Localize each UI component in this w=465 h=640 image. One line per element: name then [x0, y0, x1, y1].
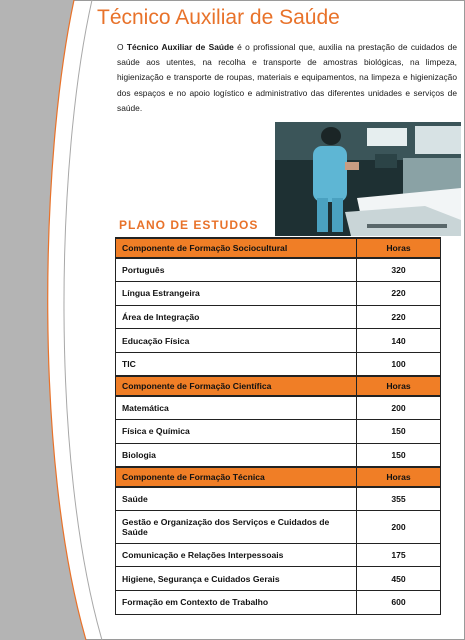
subject-hours: 140: [357, 329, 441, 353]
intro-bold-term: Técnico Auxiliar de Saúde: [126, 42, 234, 52]
section-header: [116, 467, 441, 487]
subject-name: Formação em Contexto de Trabalho: [116, 591, 357, 615]
decorative-swoosh: [0, 0, 120, 640]
table-row: [116, 510, 441, 543]
table-row: [116, 305, 441, 329]
subject-hours: 220: [357, 282, 441, 306]
subject-hours: 600: [357, 591, 441, 615]
subject-name: Saúde: [116, 487, 357, 511]
subject-name: Matemática: [116, 396, 357, 420]
table-row: [116, 396, 441, 420]
subject-name: Português: [116, 258, 357, 282]
subject-hours: 320: [357, 258, 441, 282]
subject-name: Área de Integração: [116, 305, 357, 329]
subject-hours: 450: [357, 567, 441, 591]
subject-name: Biologia: [116, 443, 357, 467]
subject-name: Educação Física: [116, 329, 357, 353]
subject-hours: 175: [357, 543, 441, 567]
table-row: [116, 329, 441, 353]
section-title: Componente de Formação Sociocultural: [116, 238, 357, 258]
table-row: [116, 352, 441, 376]
subject-hours: 150: [357, 443, 441, 467]
subject-hours: 100: [357, 352, 441, 376]
subject-hours: 200: [357, 510, 441, 543]
subject-hours: 200: [357, 396, 441, 420]
subject-hours: 355: [357, 487, 441, 511]
table-row: [116, 282, 441, 306]
page-title: Técnico Auxiliar de Saúde: [97, 6, 340, 29]
subject-name: Comunicação e Relações Interpessoais: [116, 543, 357, 567]
table-row: [116, 567, 441, 591]
section-header: [116, 376, 441, 396]
table-row: [116, 258, 441, 282]
table-row: [116, 487, 441, 511]
subject-hours: 150: [357, 420, 441, 444]
table-row: [116, 443, 441, 467]
subject-name: TIC: [116, 352, 357, 376]
plan-title: PLANO DE ESTUDOS: [119, 218, 259, 232]
subject-name: Língua Estrangeira: [116, 282, 357, 306]
table-row: [116, 420, 441, 444]
subject-name: Física e Química: [116, 420, 357, 444]
table-row: [116, 543, 441, 567]
hours-header: Horas: [357, 238, 441, 258]
study-plan-table: [115, 237, 441, 615]
hospital-photo: [275, 122, 461, 236]
section-header: [116, 238, 441, 258]
table-row: [116, 591, 441, 615]
section-title: Componente de Formação Técnica: [116, 467, 357, 487]
subject-name: Higiene, Segurança e Cuidados Gerais: [116, 567, 357, 591]
intro-lead: O: [117, 42, 127, 52]
intro-paragraph: [117, 40, 457, 116]
subject-name: Gestão e Organização dos Serviços e Cuidados de Saúde: [116, 510, 357, 543]
hours-header: Horas: [357, 467, 441, 487]
section-title: Componente de Formação Científica: [116, 376, 357, 396]
intro-text: é o profissional que, auxilia na prestação de cuidados de saúde aos utentes, na recolha e transporte de amostras biológicas, na limpeza, higienização e transporte de roupas, materiais e equipamentos, na limpeza e higienização dos espaços e no apoio logístico e administrativo das diferentes unidades e serviços de saúde.: [117, 42, 457, 113]
hours-header: Horas: [357, 376, 441, 396]
subject-hours: 220: [357, 305, 441, 329]
